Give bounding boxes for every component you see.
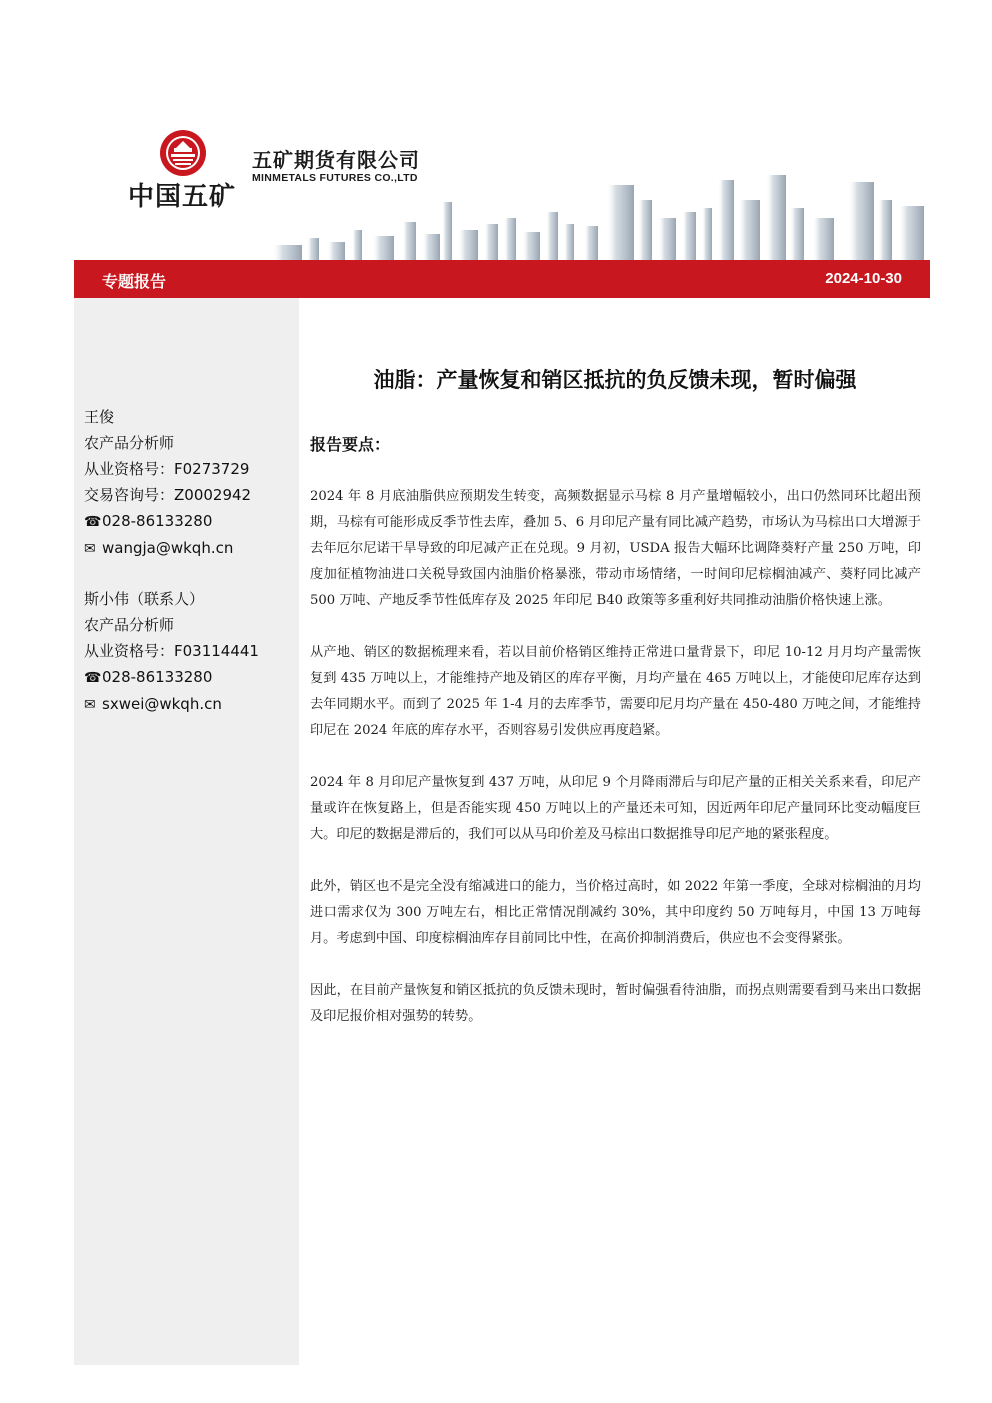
- city-skyline-image: [232, 160, 930, 260]
- report-date: 2024-10-30: [825, 270, 902, 287]
- body-paragraph: 此外，销区也不是完全没有缩减进口的能力，当价格过高时，如 2022 年第一季度，全球对棕榈油的月均进口需求仅为 300 万吨左右，相比正常情况削减约 30%，其中印度约 50 万吨每月，中国 13 万吨每月。考虑到中国、印度棕榈油库存目前同比中性，在高价抑制消费后，供应也不会变得紧张。: [310, 879, 921, 946]
- analyst-qualification: 从业资格号：F0273729: [84, 460, 250, 478]
- report-type-label: 专题报告: [102, 272, 167, 291]
- analyst-phone: 028-86133280: [102, 512, 213, 530]
- report-body: [310, 484, 921, 1056]
- analyst-email[interactable]: wangja@wkqh.cn: [102, 539, 234, 557]
- body-paragraph: 因此，在目前产量恢复和销区抵抗的负反馈未现时，暂时偏强看待油脂，而拐点则需要看到马来出口数据及印尼报价相对强势的转势。: [310, 983, 921, 1024]
- analyst-phone-row: [84, 664, 296, 691]
- email-icon: ✉: [84, 697, 96, 713]
- phone-icon: ☎: [84, 670, 102, 686]
- analyst-email-row: [84, 691, 296, 718]
- analyst-card: [84, 404, 296, 562]
- report-banner: [74, 260, 930, 298]
- company-name-cn: 五矿期货有限公司: [252, 148, 420, 172]
- group-name: 中国五矿: [128, 182, 237, 212]
- phone-icon: ☎: [84, 514, 102, 530]
- analyst-name: 王俊: [84, 408, 115, 426]
- minmetals-emblem-icon: [158, 128, 208, 178]
- analyst-consult-number: 交易咨询号：Z0002942: [84, 486, 252, 504]
- section-heading: 报告要点：: [310, 435, 391, 454]
- analyst-phone: 028-86133280: [102, 668, 213, 686]
- analyst-role: 农产品分析师: [84, 434, 175, 452]
- company-name-en: MINMETALS FUTURES CO.,LTD: [252, 172, 418, 184]
- analyst-email-row: [84, 535, 296, 562]
- report-title: 油脂：产量恢复和销区抵抗的负反馈未现，暂时偏强: [373, 368, 857, 392]
- body-paragraph: 2024 年 8 月印尼产量恢复到 437 万吨，从印尼 9 个月降雨滞后与印尼产量的正相关关系来看，印尼产量或许在恢复路上，但是否能实现 450 万吨以上的产量还未可知，因近两年印尼产量同环比变动幅度巨大。印尼的数据是滞后的，我们可以从马印价差及马棕出口数据推导印尼产地的紧张程度。: [310, 775, 921, 842]
- analyst-qualification: 从业资格号：F03114441: [84, 642, 259, 660]
- analyst-email[interactable]: sxwei@wkqh.cn: [102, 695, 222, 713]
- analyst-phone-row: [84, 508, 296, 535]
- analyst-name: 斯小伟（联系人）: [84, 590, 205, 608]
- email-icon: ✉: [84, 541, 96, 557]
- body-paragraph: 从产地、销区的数据梳理来看，若以目前价格销区维持正常进口量背景下，印尼 10-12 月月均产量需恢复到 435 万吨以上，才能维持产地及销区的库存平衡，月均产量在 465 万吨以上，才能使印尼库存达到去年同期水平。而到了 2025 年 1-4 月的去库季节，需要印尼月均产量在 450-480 万吨之间，才能维持印尼在 2024 年底的库存水平，否则容易引发供应再度趋紧。: [310, 645, 921, 738]
- body-paragraph: 2024 年 8 月底油脂供应预期发生转变，高频数据显示马棕 8 月产量增幅较小，出口仍然同环比超出预期，马棕有可能形成反季节性去库，叠加 5、6 月印尼产量有同比减产趋势，市场认为马棕出口大增源于去年厄尔尼诺干旱导致的印尼减产正在兑现。9 月初，USDA 报告大幅环比调降葵籽产量 250 万吨，印度加征植物油进口关税导致国内油脂价格暴涨，带动市场情绪，一时间印尼棕榈油减产、葵籽同比减产 500 万吨、产地反季节性低库存及 2025 年印尼 B40 政策等多重利好共同推动油脂价格快速上涨。: [310, 489, 921, 608]
- analyst-card: [84, 586, 296, 718]
- analyst-role: 农产品分析师: [84, 616, 175, 634]
- analyst-sidebar: [74, 298, 299, 1365]
